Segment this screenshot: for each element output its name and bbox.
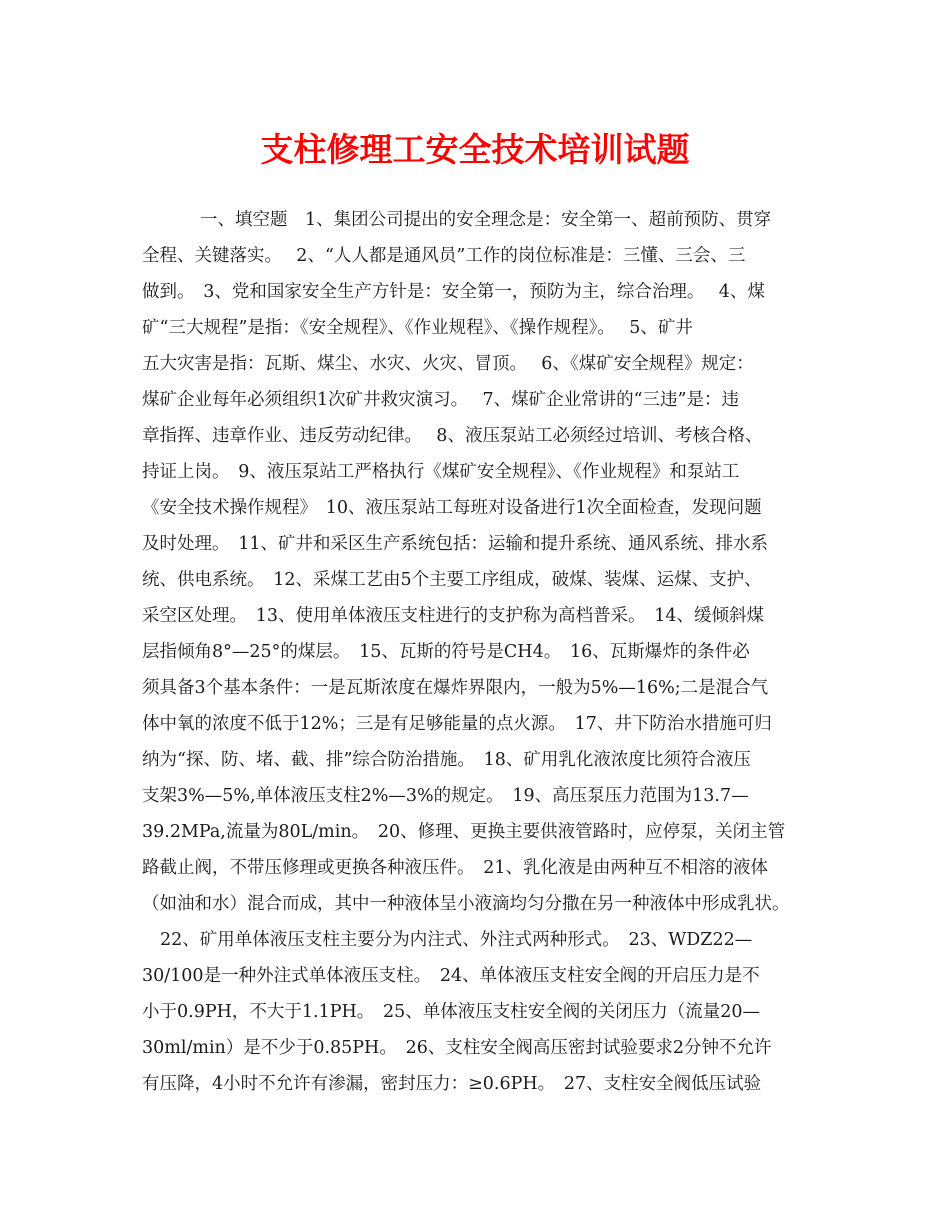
- body-line: 五大灾害是指：瓦斯、煤尘、水灾、火灾、冒顶。 6、《煤矿安全规程》规定：: [142, 354, 754, 374]
- body-line: 及时处理。 11、矿井和采区生产系统包括：运输和提升系统、通风系统、排水系: [142, 534, 769, 554]
- body-line: 小于0.9PH，不大于1.1PH。 25、单体液压支柱安全阀的关闭压力（流量20—: [142, 1002, 761, 1022]
- body-line: 体中氧的浓度不低于12%；三是有足够能量的点火源。 17、井下防治水措施可归: [142, 714, 772, 734]
- body-line: 支架3%—5%,单体液压支柱2%—3%的规定。 19、高压泵压力范围为13.7—: [142, 786, 749, 806]
- body-line: 有压降，4小时不允许有渗漏，密封压力：≥0.6PH。 27、支柱安全阀低压试验: [142, 1074, 762, 1094]
- body-line: 30ml/min）是不少于0.85PH。 26、支柱安全阀高压密封试验要求2分钟不允许: [142, 1038, 772, 1058]
- body-line: 章指挥、违章作业、违反劳动纪律。 8、液压泵站工必须经过培训、考核合格、: [142, 426, 763, 446]
- body-line: 39.2MPa,流量为80L/min。 20、修理、更换主要供液管路时，应停泵，关闭主管: [142, 822, 786, 842]
- body-line: 《安全技术操作规程》 10、液压泵站工每班对设备进行1次全面检查，发现问题: [142, 498, 762, 518]
- body-line: 纳为“探、防、堵、截、排”综合防治措施。 18、矿用乳化液浓度比须符合液压: [142, 750, 751, 770]
- body-line: 统、供电系统。 12、采煤工艺由5个主要工序组成，破煤、装煤、运煤、支护、: [142, 570, 762, 590]
- body-line: 30/100是一种外注式单体液压支柱。 24、单体液压支柱安全阀的开启压力是不: [142, 966, 760, 986]
- body-line: 层指倾角8°—25°的煤层。 15、瓦斯的符号是CH4。 16、瓦斯爆炸的条件必: [142, 642, 750, 662]
- body-line: 煤矿企业每年必须组织1次矿井救灾演习。 7、煤矿企业常讲的“三违”是：违: [142, 390, 739, 410]
- body-line: 持证上岗。 9、液压泵站工严格执行《煤矿安全规程》、《作业规程》和泵站工: [142, 462, 740, 482]
- body-line: 全程、关键落实。 2、“人人都是通风员”工作的岗位标准是：三懂、三会、三: [142, 246, 746, 266]
- body-line: 一、填空题 1、集团公司提出的安全理念是：安全第一、超前预防、贯穿: [200, 210, 772, 230]
- body-line: 22、矿用单体液压支柱主要分为内注式、外注式两种形式。 23、WDZ22—: [160, 930, 753, 950]
- body-line: 矿“三大规程”是指：《安全规程》、《作业规程》、《操作规程》。 5、矿井: [142, 318, 693, 338]
- document-title: 支柱修理工安全技术培训试题: [260, 130, 690, 169]
- body-line: 须具备3个基本条件：一是瓦斯浓度在爆炸界限内，一般为5%—16%;二是混合气: [142, 678, 769, 698]
- body-line: 采空区处理。 13、使用单体液压支柱进行的支护称为高档普采。 14、缓倾斜煤: [142, 606, 765, 626]
- body-line: 路截止阀，不带压修理或更换各种液压件。 21、乳化液是由两种互不相溶的液体: [142, 858, 769, 878]
- body-line: 做到。 3、党和国家安全生产方针是：安全第一，预防为主，综合治理。 4、煤: [142, 282, 765, 302]
- body-line: （如油和水）混合而成，其中一种液体呈小液滴均匀分撒在另一种液体中形成乳状。: [142, 894, 790, 914]
